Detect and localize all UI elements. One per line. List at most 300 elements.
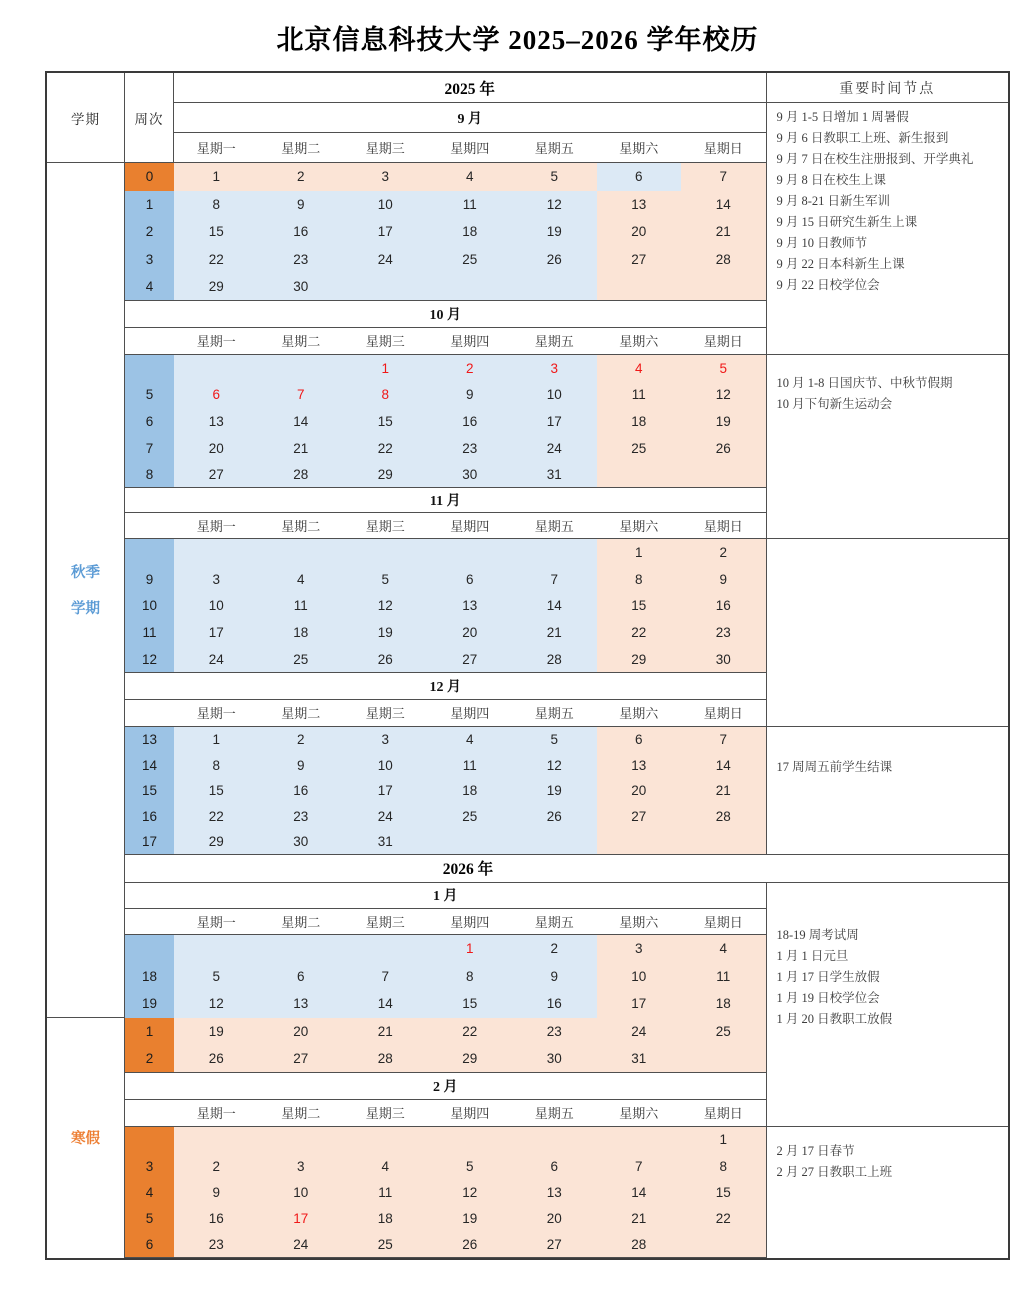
day-cell — [597, 829, 682, 855]
day-cell: 22 — [597, 619, 682, 646]
weekday-label: 星期日 — [681, 513, 766, 539]
day-cell: 28 — [512, 646, 597, 673]
day-cell: 7 — [512, 566, 597, 593]
day-cell: 15 — [681, 1179, 766, 1205]
day-cell: 20 — [259, 1018, 344, 1046]
day-cell: 1 — [343, 355, 428, 382]
day-cell: 20 — [174, 435, 259, 462]
note-line: 9 月 8 日在校生上课 — [776, 173, 886, 187]
weekday-label: 星期二 — [259, 909, 344, 935]
note-line: 9 月 1-5 日增加 1 周暑假 — [776, 110, 909, 124]
day-cell: 4 — [343, 1153, 428, 1179]
day-cell — [597, 1127, 682, 1153]
weekday-label: 星期一 — [174, 1100, 259, 1127]
note-line: 9 月 15 日研究生新生上课 — [776, 215, 918, 229]
day-cell: 3 — [343, 163, 428, 191]
day-cell: 29 — [174, 273, 259, 301]
day-cell: 30 — [681, 646, 766, 673]
day-cell: 10 — [597, 962, 682, 990]
day-cell: 9 — [259, 191, 344, 219]
note-line: 2 月 17 日春节 — [776, 1143, 855, 1158]
month-name: 11 月 — [125, 488, 766, 514]
day-cell: 6 — [597, 163, 682, 191]
weekday-label: 星期日 — [681, 328, 766, 355]
weekday-label: 星期五 — [512, 328, 597, 355]
note-line: 1 月 17 日学生放假 — [776, 969, 880, 984]
day-cell: 17 — [597, 990, 682, 1018]
day-cell: 21 — [597, 1205, 682, 1231]
day-cell — [681, 829, 766, 855]
weekday-label: 星期三 — [343, 328, 428, 355]
day-cell: 7 — [259, 382, 344, 409]
day-cell: 23 — [428, 435, 513, 462]
week-number-cell — [125, 539, 174, 566]
day-cell: 12 — [512, 753, 597, 779]
day-cell — [174, 1127, 259, 1153]
day-cell: 11 — [343, 1179, 428, 1205]
day-cell: 2 — [512, 935, 597, 963]
day-cell: 17 — [343, 778, 428, 804]
week-column-spacer — [125, 909, 174, 935]
day-cell: 23 — [174, 1232, 259, 1258]
day-cell: 26 — [512, 804, 597, 830]
day-cell — [343, 539, 428, 566]
day-cell: 23 — [259, 246, 344, 274]
day-cell: 23 — [681, 619, 766, 646]
day-cell: 19 — [512, 218, 597, 246]
day-cell: 12 — [681, 382, 766, 409]
day-cell: 26 — [428, 1232, 513, 1258]
day-cell: 10 — [174, 593, 259, 620]
day-cell: 1 — [428, 935, 513, 963]
day-cell: 9 — [681, 566, 766, 593]
week-column-spacer — [125, 513, 174, 539]
day-cell: 3 — [343, 727, 428, 753]
day-cell — [174, 539, 259, 566]
note-line: 10 月 1-8 日国庆节、中秋节假期 — [776, 375, 953, 390]
day-cell: 18 — [259, 619, 344, 646]
weekday-label: 星期三 — [343, 700, 428, 727]
note-line: 9 月 22 日校学位会 — [776, 278, 880, 292]
day-cell: 30 — [259, 273, 344, 301]
weekday-label: 星期日 — [681, 133, 766, 163]
day-cell: 8 — [681, 1153, 766, 1179]
note-line: 9 月 7 日在校生注册报到、开学典礼 — [776, 152, 974, 166]
weekday-label: 星期四 — [428, 328, 513, 355]
day-cell: 2 — [681, 539, 766, 566]
week-column-spacer — [125, 1100, 174, 1127]
notes-column-header: 重要时间节点 — [766, 73, 1009, 103]
day-cell — [681, 461, 766, 488]
day-cell: 14 — [343, 990, 428, 1018]
day-cell — [259, 539, 344, 566]
day-cell: 19 — [512, 778, 597, 804]
day-cell: 13 — [512, 1179, 597, 1205]
day-cell: 13 — [428, 593, 513, 620]
day-cell: 6 — [597, 727, 682, 753]
notes-cell — [766, 1127, 1009, 1258]
day-cell: 18 — [428, 218, 513, 246]
day-cell: 22 — [174, 804, 259, 830]
month-name: 9 月 — [174, 103, 766, 133]
semester-winter-label: 寒假 — [47, 1018, 125, 1258]
day-cell: 18 — [597, 408, 682, 435]
note-line: 9 月 6 日教职工上班、新生报到 — [776, 131, 949, 145]
week-number-cell: 16 — [125, 804, 174, 830]
day-cell: 22 — [681, 1205, 766, 1231]
notes-cell — [766, 727, 1009, 855]
day-cell — [681, 273, 766, 301]
day-cell: 7 — [343, 962, 428, 990]
day-cell: 9 — [174, 1179, 259, 1205]
day-cell: 1 — [597, 539, 682, 566]
day-cell: 29 — [428, 1045, 513, 1073]
week-number-cell: 5 — [125, 1205, 174, 1231]
day-cell: 27 — [174, 461, 259, 488]
day-cell: 11 — [597, 382, 682, 409]
day-cell: 5 — [512, 163, 597, 191]
day-cell: 11 — [681, 962, 766, 990]
day-cell: 29 — [174, 829, 259, 855]
day-cell: 19 — [428, 1205, 513, 1231]
year-2025-header: 2025 年 — [174, 73, 766, 103]
month-name: 12 月 — [125, 673, 766, 700]
weekday-label: 星期六 — [597, 133, 682, 163]
day-cell: 24 — [512, 435, 597, 462]
day-cell: 23 — [512, 1018, 597, 1046]
day-cell: 16 — [259, 218, 344, 246]
note-line: 17 周周五前学生结课 — [776, 759, 893, 774]
weekday-label: 星期一 — [174, 513, 259, 539]
day-cell: 17 — [174, 619, 259, 646]
weekday-label: 星期五 — [512, 909, 597, 935]
day-cell: 6 — [259, 962, 344, 990]
notes-cell — [766, 103, 1009, 355]
day-cell — [512, 273, 597, 301]
day-cell — [428, 1127, 513, 1153]
day-cell: 22 — [174, 246, 259, 274]
day-cell: 22 — [428, 1018, 513, 1046]
day-cell: 16 — [428, 408, 513, 435]
weekday-label: 星期五 — [512, 700, 597, 727]
day-cell — [259, 1127, 344, 1153]
day-cell: 10 — [512, 382, 597, 409]
day-cell: 14 — [259, 408, 344, 435]
day-cell: 10 — [343, 753, 428, 779]
day-cell: 2 — [259, 727, 344, 753]
day-cell: 27 — [428, 646, 513, 673]
day-cell: 31 — [343, 829, 428, 855]
page-title: 北京信息科技大学 2025–2026 学年校历 — [276, 25, 759, 55]
day-cell: 9 — [259, 753, 344, 779]
day-cell — [512, 829, 597, 855]
day-cell: 13 — [597, 753, 682, 779]
weekday-label: 星期三 — [343, 909, 428, 935]
weekday-label: 星期五 — [512, 133, 597, 163]
weekday-label: 星期二 — [259, 700, 344, 727]
day-cell: 1 — [174, 727, 259, 753]
week-number-cell: 8 — [125, 461, 174, 488]
weekday-label: 星期四 — [428, 513, 513, 539]
day-cell: 5 — [428, 1153, 513, 1179]
notes-cell — [766, 883, 1009, 1127]
weekday-label: 星期二 — [259, 1100, 344, 1127]
day-cell: 17 — [343, 218, 428, 246]
day-cell: 15 — [174, 218, 259, 246]
day-cell: 2 — [174, 1153, 259, 1179]
day-cell — [343, 1127, 428, 1153]
day-cell: 27 — [597, 246, 682, 274]
weekday-label: 星期日 — [681, 909, 766, 935]
week-number-cell — [125, 355, 174, 382]
day-cell: 21 — [681, 218, 766, 246]
day-cell: 6 — [512, 1153, 597, 1179]
weekday-label: 星期六 — [597, 1100, 682, 1127]
day-cell: 13 — [174, 408, 259, 435]
day-cell: 4 — [428, 727, 513, 753]
day-cell: 21 — [512, 619, 597, 646]
weekday-label: 星期五 — [512, 513, 597, 539]
weekday-label: 星期六 — [597, 513, 682, 539]
day-cell — [428, 539, 513, 566]
weekday-label: 星期四 — [428, 909, 513, 935]
day-cell: 19 — [343, 619, 428, 646]
day-cell — [259, 355, 344, 382]
day-cell: 14 — [512, 593, 597, 620]
week-number-cell: 4 — [125, 1179, 174, 1205]
weekday-label: 星期二 — [259, 513, 344, 539]
day-cell: 15 — [428, 990, 513, 1018]
day-cell: 29 — [343, 461, 428, 488]
day-cell — [597, 273, 682, 301]
day-cell: 3 — [597, 935, 682, 963]
day-cell: 30 — [428, 461, 513, 488]
day-cell: 13 — [597, 191, 682, 219]
month-name: 2 月 — [125, 1073, 766, 1100]
day-cell: 26 — [343, 646, 428, 673]
year-2026-text: 2026 年 — [442, 861, 494, 879]
day-cell: 12 — [428, 1179, 513, 1205]
day-cell: 25 — [597, 435, 682, 462]
day-cell: 18 — [428, 778, 513, 804]
note-line: 9 月 22 日本科新生上课 — [776, 257, 905, 271]
month-name: 10 月 — [125, 301, 766, 328]
week-number-cell: 3 — [125, 1153, 174, 1179]
day-cell — [174, 935, 259, 963]
day-cell: 14 — [681, 753, 766, 779]
day-cell: 17 — [512, 408, 597, 435]
day-cell: 25 — [259, 646, 344, 673]
note-line: 10 月下旬新生运动会 — [776, 396, 893, 411]
note-line: 1 月 20 日教职工放假 — [776, 1011, 893, 1026]
week-column-spacer — [125, 328, 174, 355]
weekday-label: 星期二 — [259, 328, 344, 355]
day-cell: 15 — [174, 778, 259, 804]
week-number-cell: 14 — [125, 753, 174, 779]
week-number-cell: 2 — [125, 1045, 174, 1073]
day-cell: 24 — [174, 646, 259, 673]
day-cell: 20 — [597, 778, 682, 804]
day-cell: 5 — [174, 962, 259, 990]
day-cell: 25 — [343, 1232, 428, 1258]
day-cell: 24 — [597, 1018, 682, 1046]
day-cell — [597, 461, 682, 488]
weekday-label: 星期二 — [259, 133, 344, 163]
day-cell: 8 — [343, 382, 428, 409]
day-cell: 15 — [597, 593, 682, 620]
day-cell: 2 — [259, 163, 344, 191]
day-cell: 9 — [428, 382, 513, 409]
day-cell: 12 — [174, 990, 259, 1018]
weekday-label: 星期三 — [343, 513, 428, 539]
notes-cell — [766, 539, 1009, 727]
day-cell: 19 — [681, 408, 766, 435]
day-cell: 10 — [259, 1179, 344, 1205]
day-cell: 4 — [428, 163, 513, 191]
note-line: 9 月 8-21 日新生军训 — [776, 194, 891, 208]
weekday-label: 星期日 — [681, 1100, 766, 1127]
note-line: 2 月 27 日教职工上班 — [776, 1164, 893, 1179]
week-number-cell: 19 — [125, 990, 174, 1018]
week-number-cell: 10 — [125, 593, 174, 620]
month-name: 1 月 — [125, 883, 766, 909]
day-cell: 23 — [259, 804, 344, 830]
day-cell: 16 — [681, 593, 766, 620]
day-cell: 28 — [597, 1232, 682, 1258]
day-cell: 8 — [597, 566, 682, 593]
day-cell: 1 — [174, 163, 259, 191]
day-cell: 16 — [512, 990, 597, 1018]
weekday-label: 星期一 — [174, 133, 259, 163]
day-cell: 14 — [681, 191, 766, 219]
week-number-cell: 1 — [125, 191, 174, 219]
week-number-cell: 9 — [125, 566, 174, 593]
weekday-label: 星期四 — [428, 133, 513, 163]
day-cell: 24 — [343, 804, 428, 830]
day-cell: 11 — [259, 593, 344, 620]
day-cell: 3 — [259, 1153, 344, 1179]
day-cell: 11 — [428, 191, 513, 219]
week-number-cell: 7 — [125, 435, 174, 462]
day-cell: 27 — [512, 1232, 597, 1258]
day-cell: 5 — [681, 355, 766, 382]
week-number-cell — [125, 935, 174, 963]
day-cell: 28 — [343, 1045, 428, 1073]
weekday-label: 星期四 — [428, 1100, 513, 1127]
week-column-header: 周次 — [125, 73, 174, 163]
day-cell: 25 — [428, 246, 513, 274]
day-cell: 26 — [174, 1045, 259, 1073]
weekday-label: 星期六 — [597, 909, 682, 935]
week-column-spacer — [125, 700, 174, 727]
day-cell: 18 — [681, 990, 766, 1018]
day-cell: 31 — [512, 461, 597, 488]
week-number-cell: 0 — [125, 163, 174, 191]
day-cell: 5 — [343, 566, 428, 593]
day-cell: 25 — [428, 804, 513, 830]
day-cell: 27 — [259, 1045, 344, 1073]
notes-cell — [766, 355, 1009, 539]
day-cell: 10 — [343, 191, 428, 219]
day-cell: 13 — [259, 990, 344, 1018]
autumn-label-line1: 秋季 — [71, 565, 100, 582]
day-cell: 26 — [681, 435, 766, 462]
day-cell: 21 — [681, 778, 766, 804]
semester-autumn-label — [47, 163, 125, 1018]
day-cell: 5 — [512, 727, 597, 753]
week-number-cell: 12 — [125, 646, 174, 673]
day-cell: 31 — [597, 1045, 682, 1073]
note-line: 1 月 1 日元旦 — [776, 948, 849, 963]
day-cell: 28 — [259, 461, 344, 488]
week-number-cell: 1 — [125, 1018, 174, 1046]
week-number-cell: 15 — [125, 778, 174, 804]
week-number-cell: 6 — [125, 1232, 174, 1258]
day-cell: 16 — [259, 778, 344, 804]
day-cell: 22 — [343, 435, 428, 462]
weekday-label: 星期三 — [343, 133, 428, 163]
day-cell: 3 — [174, 566, 259, 593]
week-number-cell: 18 — [125, 962, 174, 990]
weekday-label: 星期五 — [512, 1100, 597, 1127]
day-cell: 7 — [597, 1153, 682, 1179]
week-number-cell: 17 — [125, 829, 174, 855]
day-cell: 29 — [597, 646, 682, 673]
day-cell: 15 — [343, 408, 428, 435]
day-cell: 20 — [597, 218, 682, 246]
weekday-label: 星期一 — [174, 909, 259, 935]
day-cell: 24 — [259, 1232, 344, 1258]
day-cell: 3 — [512, 355, 597, 382]
week-number-cell: 13 — [125, 727, 174, 753]
day-cell: 30 — [259, 829, 344, 855]
day-cell: 7 — [681, 727, 766, 753]
week-number-cell: 4 — [125, 273, 174, 301]
week-number-cell: 6 — [125, 408, 174, 435]
day-cell — [512, 539, 597, 566]
day-cell: 24 — [343, 246, 428, 274]
week-number-cell: 11 — [125, 619, 174, 646]
note-line: 18-19 周考试周 — [776, 927, 859, 942]
day-cell: 4 — [681, 935, 766, 963]
weekday-label: 星期一 — [174, 328, 259, 355]
day-cell: 8 — [174, 191, 259, 219]
day-cell — [343, 273, 428, 301]
day-cell — [428, 829, 513, 855]
day-cell: 14 — [597, 1179, 682, 1205]
day-cell: 1 — [681, 1127, 766, 1153]
day-cell: 30 — [512, 1045, 597, 1073]
year-2026-header — [125, 855, 1008, 883]
day-cell — [512, 1127, 597, 1153]
day-cell: 12 — [343, 593, 428, 620]
note-line: 1 月 19 日校学位会 — [776, 990, 880, 1005]
week-number-cell: 5 — [125, 382, 174, 409]
weekday-label: 星期日 — [681, 700, 766, 727]
day-cell: 7 — [681, 163, 766, 191]
day-cell: 12 — [512, 191, 597, 219]
autumn-label-line2: 学期 — [71, 601, 100, 618]
day-cell: 20 — [512, 1205, 597, 1231]
weekday-label: 星期四 — [428, 700, 513, 727]
day-cell: 4 — [259, 566, 344, 593]
day-cell: 21 — [259, 435, 344, 462]
day-cell — [681, 1045, 766, 1073]
day-cell — [343, 935, 428, 963]
day-cell: 6 — [174, 382, 259, 409]
day-cell: 4 — [597, 355, 682, 382]
day-cell: 28 — [681, 804, 766, 830]
